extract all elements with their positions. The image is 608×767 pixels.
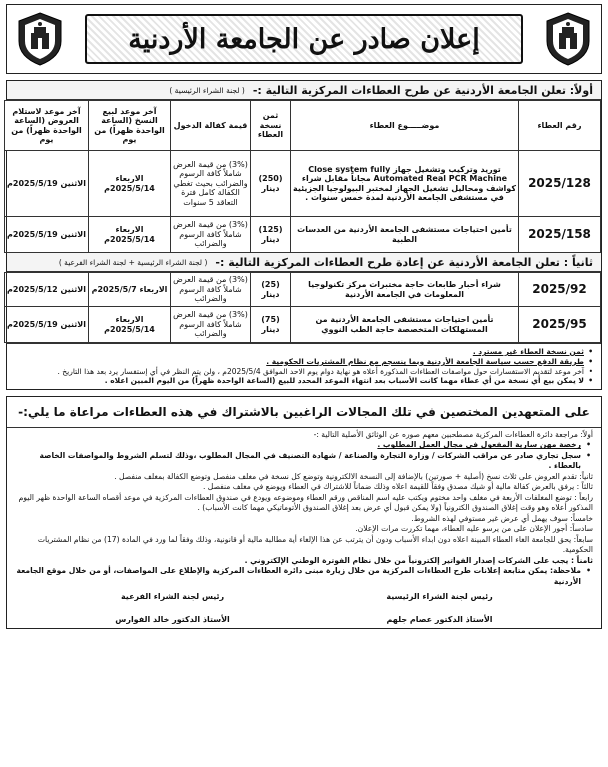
tender-guarantee: (3%) من قيمة العرض شاملاً كافة الرسوم والضرائب bbox=[171, 307, 251, 343]
tender-price: (25) دينار bbox=[251, 273, 291, 307]
tender-price: (125) دينار bbox=[251, 217, 291, 253]
tender-subject: تأمين احتياجات مستشفى الجامعة الأردنية من العدسات الطبية bbox=[291, 217, 519, 253]
section-1-note: ( لجنة الشراء الرئيسية ) bbox=[169, 85, 245, 95]
req-eighth: ثامناً : يجب على الشركات إصدار الفواتير إلكترونياً من خلال نظام الفوترة الوطني الإلكتروني . bbox=[244, 555, 593, 565]
signature-name: الأستاذ الدكتور خالد الفوارس bbox=[115, 615, 230, 625]
signature-sub-committee bbox=[115, 592, 230, 624]
header bbox=[6, 4, 602, 74]
signatures bbox=[7, 587, 601, 624]
tender-receipt-date: الاثنين 2025/5/19م bbox=[5, 217, 89, 253]
notes-list bbox=[7, 343, 601, 389]
req-note: • ملاحظة: يمكن متابعة إعلانات طرح العطاءات المركزية من خلال زيارة مبنى دائرة العطاءات المركزية والإطلاع على المواصفات، أو من خلال موقع الجامعة الأردنية bbox=[15, 566, 593, 587]
req-seventh: سابعاً: يحق للجامعة الغاء العطاء المبينة اعلاه دون ابداء الأسباب ودون أن يترتب عن هذا الإلغاء أية مطالبة مالية أو قانونية، وذلك وفقاً لما ورد في المادة (17) من نظام المشتريات الحكومية. bbox=[37, 534, 593, 555]
col-subject: موضـــــوع العطاء bbox=[291, 101, 519, 151]
col-tender-no: رقم العطاء bbox=[519, 101, 601, 151]
requirements-title: على المتعهدين المختصين في تلك المجالات الراغبين بالاشتراك في هذه العطاءات مراعاة ما يلي:- bbox=[7, 397, 601, 428]
tender-sale-date: الاربعاء 2025/5/14م bbox=[89, 217, 171, 253]
tender-subject: تأمين احتياجات مستشفى الجامعة الأردنية من المستهلكات المتخصصة حاجة الطب النووي bbox=[291, 307, 519, 343]
req-second: ثانياً: تقدم العروض على ثلاث نسخ (أصلية + صورتين) بالإضافة إلى النسخة الالكترونية وتوضع كل نسخة في مغلف منفصل وتوضع الكفالة بمغلف منفصل . bbox=[114, 471, 593, 481]
req-first: أولاً: مراجعة دائرة العطاءات المركزية مصطحبين معهم صوره عن الوثائق الأصلية التالية :- bbox=[313, 430, 593, 439]
tender-number: 2025/128 bbox=[519, 151, 601, 217]
col-last-receipt: آخر موعد لاستلام العروض (الساعة الواحدة ظهراً) من يوم bbox=[5, 101, 89, 151]
table-header-row bbox=[5, 101, 601, 151]
section-2-note: ( لجنة الشراء الرئيسية + لجنة الشراء الفرعية ) bbox=[58, 257, 208, 267]
section-1-title: أولاً: تعلن الجامعة الأردنية عن طرح العطاءات المركزية التالية :- bbox=[252, 83, 593, 97]
page-title: إعلان صادر عن الجامعة الأردنية bbox=[128, 23, 480, 55]
note-item: • طريقة الدفع حسب سياسة الجامعة الأردنية وبما ينسجم مع نظام المشتريات الحكومية . bbox=[15, 357, 593, 367]
tender-guarantee: (3%) من قيمة العرض شاملاً كافة الرسوم والضرائب bbox=[171, 217, 251, 253]
signature-name: الأستاذ الدكتور عصام جلهم bbox=[386, 615, 493, 625]
req-fifth: خامساً: سوف يهمل أي عرض غير مستوفي لهذه الشروط. bbox=[411, 513, 593, 523]
table-row bbox=[5, 217, 601, 253]
table-row bbox=[5, 151, 601, 217]
title-box bbox=[85, 14, 523, 64]
requirements-body bbox=[7, 430, 601, 587]
note-item: • ثمن نسخة العطاء غير مسترد . bbox=[15, 347, 593, 357]
section-2-heading bbox=[7, 253, 601, 272]
tender-number: 2025/95 bbox=[519, 307, 601, 343]
col-price: ثمن نسخة العطاء bbox=[251, 101, 291, 151]
req-sixth: سادساً: أجور الإعلان على من يرسو عليه العطاء، مهما تكررت مرات الإعلان. bbox=[355, 524, 593, 534]
tender-number: 2025/158 bbox=[519, 217, 601, 253]
tender-number: 2025/92 bbox=[519, 273, 601, 307]
tender-price: (75) دينار bbox=[251, 307, 291, 343]
tender-guarantee: (3%) من قيمة العرض شاملاً كافة الرسوم والضرائب bbox=[171, 273, 251, 307]
signature-main-committee bbox=[386, 592, 492, 624]
tender-sale-date: الاربعاء 2025/5/14م bbox=[89, 307, 171, 343]
tender-receipt-date: الاثنين 2025/5/19م bbox=[5, 151, 89, 217]
req-first-bullet-2: • سجل تجاري صادر عن مراقب الشركات / وزارة التجارة والصناعة / شهادة التصنيف في المجال المطلوب ،وذلك لتسلم الشروط والمواصفات الخاصة بالعطاء . bbox=[15, 451, 593, 472]
table-row bbox=[5, 307, 601, 343]
tender-receipt-date: الاثنين 2025/5/12م bbox=[5, 273, 89, 307]
section-2-title: ثانياً : تعلن الجامعة الأردنية عن إعادة طرح العطاءات المركزية التالية :- bbox=[215, 255, 593, 269]
note-item: • آخر موعد لتقديم الاستفسارات حول مواصفات العطاءات المذكورة أعلاه هو نهاية دوام يوم الاحد الموافق 2025/5/4م ، ولن يتم النظر في أي إستفسار يرد بعد هذا التاريخ . bbox=[15, 367, 593, 377]
tender-receipt-date: الاثنين 2025/5/19م bbox=[5, 307, 89, 343]
tenders-table-2 bbox=[4, 272, 601, 343]
req-fourth: رابعاً : توضع المغلفات الأربعة في مغلف واحد مختوم ويكتب عليه اسم المناقص ورقم العطاء وموضوعه ويودع في صندوق العطاءات المركزية في موعد أقصاه الساعة الواحدة ظهر اليوم المذكور أعلاه وهو وقت إغلاق الصندوق الكترونياً (ولا يمكن قبول أي عرض بعد إغلاق الصندوق الأتوماتيكي مهما كانت الأسباب) . bbox=[18, 492, 593, 513]
col-last-sale: آخر موعد لبيع النسخ (الساعة الواحدة ظهراً) من يوم bbox=[89, 101, 171, 151]
tenders-table-1 bbox=[4, 100, 601, 253]
note-item: • لا يمكن بيع أي نسخة من أي عطاء مهما كانت الأسباب بعد انتهاء الموعد المحدد للبيع (الساعة الواحدة ظهراً) من اليوم المبين اعلاه . bbox=[15, 376, 593, 386]
requirements-box bbox=[6, 396, 602, 629]
tender-subject: توريد وتركيب وتشغيل جهاز Close system fully Automated Real PCR Machine مجاناً مقابل شراء كواشف ومحاليل تشغيل الجهاز لمختبر البيولوجيا الجزيئية في مستشفى الجامعة الأردنية لمدة خمس سنوات . bbox=[291, 151, 519, 217]
tender-price: (250) دينار bbox=[251, 151, 291, 217]
req-third: ثالثاً : يرفق بالعرض كفالة مالية أو شيك مصدق وفقاً للقيمة اعلاه وذلك ضماناً للاشتراك في العطاء ويوضع في مغلف منفصل . bbox=[202, 482, 593, 492]
signature-role: رئيس لجنة الشراء الفرعية bbox=[120, 592, 225, 602]
col-guarantee: قيمة كفالة الدخول bbox=[171, 101, 251, 151]
tender-guarantee: (3%) من قيمة العرض شاملاً كافة الرسوم والضرائب بحيث تغطي الكفالة كامل فترة التعاقد 5 سنوات bbox=[171, 151, 251, 217]
university-logo-icon bbox=[15, 11, 65, 67]
tender-subject: شراء أحبار طابعات حاجة مختبرات مركز تكنولوجيا المعلومات في الجامعة الأردنية bbox=[291, 273, 519, 307]
tender-sale-date: الاربعاء 2025/5/7م bbox=[89, 273, 171, 307]
req-first-bullet-1: • رخصة مهن سارية المفعول في مجال العمل المطلوب . bbox=[15, 440, 593, 450]
signature-role: رئيس لجنة الشراء الرئيسية bbox=[386, 592, 493, 602]
tenders-frame bbox=[6, 80, 602, 390]
tender-sale-date: الاربعاء 2025/5/14م bbox=[89, 151, 171, 217]
section-1-heading bbox=[7, 81, 601, 100]
university-logo-icon bbox=[543, 11, 593, 67]
table-row bbox=[5, 273, 601, 307]
